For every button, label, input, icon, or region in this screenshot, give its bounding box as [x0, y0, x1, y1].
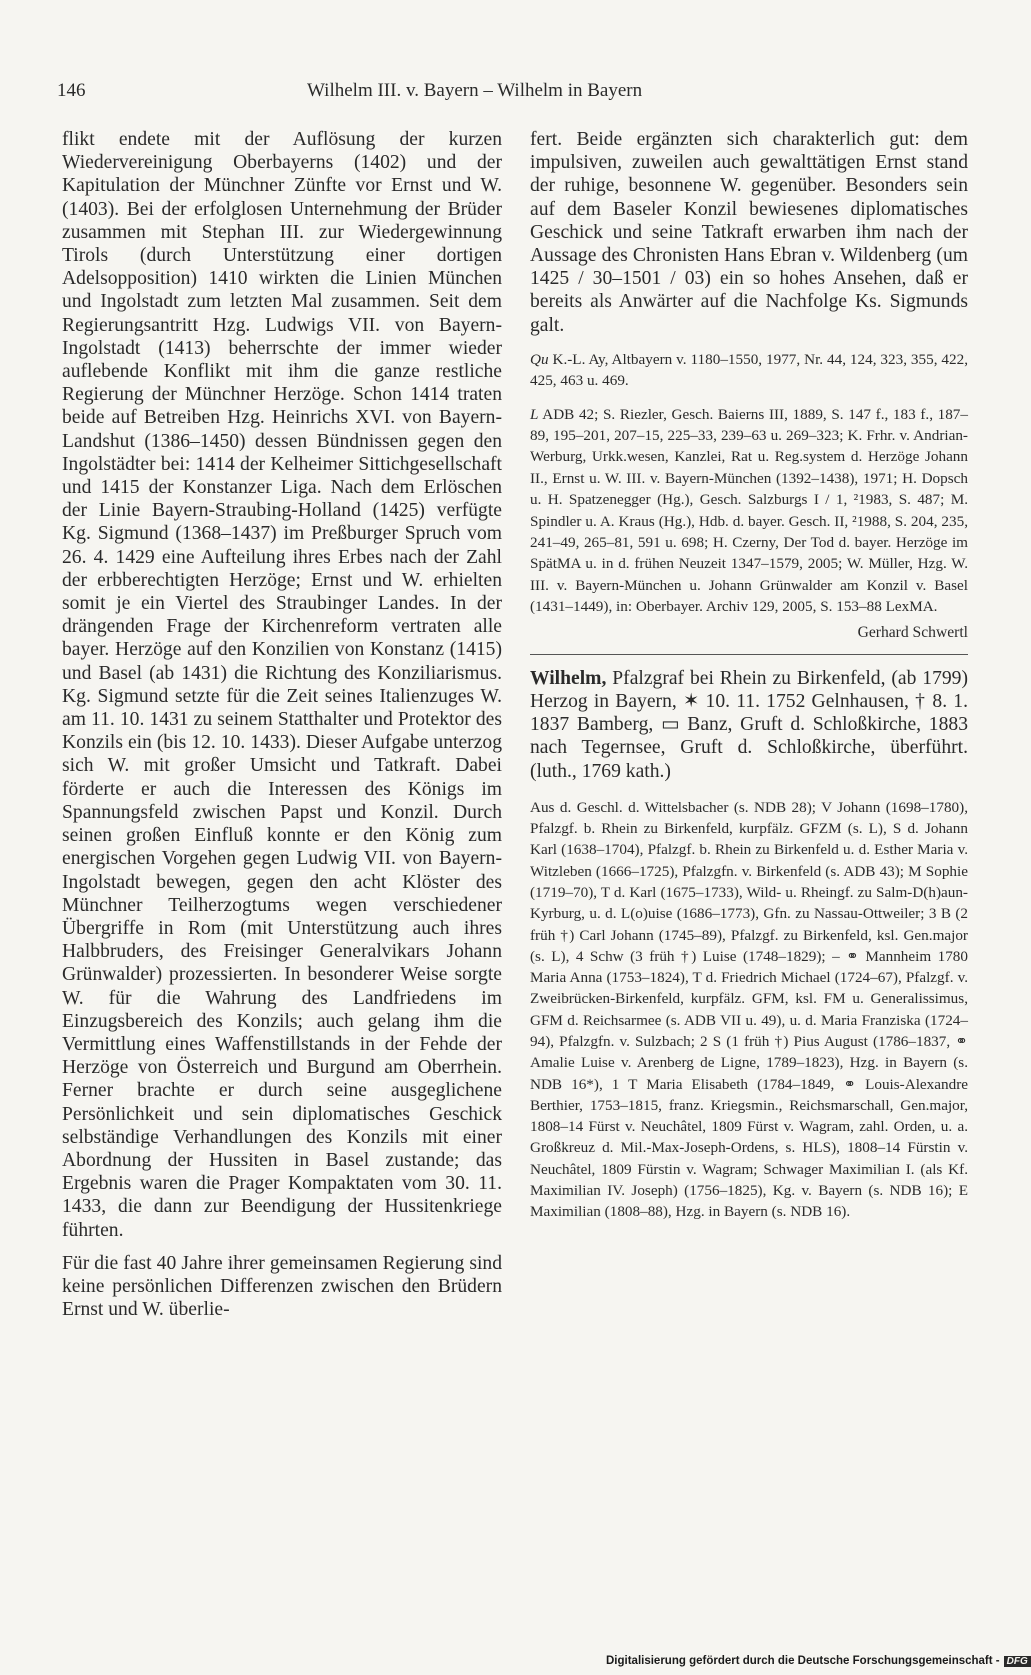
literature-text: ADB 42; S. Riezler, Gesch. Baierns III, 1889, S. 147 f., 183 f., 187–89, 195–201, 207–15, 225–33, 239–63 u. 269–323; K. Frhr. v. Andrian-Werburg, Urkk.wesen, Kanzlei, Rat u. Reg.system d. Herzöge Johann II., Ernst u. W. III. v. Bayern-München (1392–1438), 1971; H. Dopsch u. H. Spatzenegger (Hg.), Gesch. Salzburgs I / 1, ²1983, S. 487; M. Spindler u. A. Kraus (Hg.), Hdb. d. bayer. Gesch. II, ²1988, S. 204, 235, 241–49, 265–81, 591 u. 698; H. Czerny, Der Tod d. bayer. Herzöge im SpätMA u. in d. frühen Neuzeit 1347–1579, 2005; W. Müller, Hzg. W. III. v. Bayern-München u. Johann Grünwalder am Konzil v. Basel (1431–1449), in: Oberbayer. Archiv 129, 2005, S. 153–88 LexMA. — [530, 405, 968, 616]
body-paragraph: fert. Beide ergänzten sich charakterlich gut: dem impulsiven, zuweilen auch gewalttätigen Ernst stand der ruhige, besonnene W. gegenüber. Besonders sein auf dem Baseler Konzil bewiesenes diplomatisches Geschick und seine Tatkraft erwarben ihm nach der Aussage des Chronisten Hans Ebran v. Wildenberg (um 1425 / 30–1501 / 03) ein so hohes Ansehen, daß er bereits als Anwärter auf die Nachfolge Ks. Sigmunds galt. — [530, 129, 968, 336]
literature-label: L — [530, 405, 539, 423]
body-paragraph: Für die fast 40 Jahre ihrer gemeinsamen Regierung sind keine persönlichen Differenzen zwischen den Brüdern Ernst und W. überlie- — [62, 1252, 502, 1321]
literature-section — [530, 404, 968, 618]
sources-section — [530, 349, 968, 392]
running-header — [57, 80, 935, 110]
entry-heading — [530, 667, 968, 783]
left-column — [62, 128, 502, 1321]
footer-text: Digitalisierung gefördert durch die Deutsche Forschungsgemeinschaft - — [606, 1655, 1000, 1667]
author-signature: Gerhard Schwertl — [857, 623, 968, 641]
body-paragraph: flikt endete mit der Auflösung der kurzen Wiedervereinigung Oberbayerns (1402) und der Kapitulation der Münchner Zünfte vor Ernst und W. (1403). Bei der erfolglosen Unternehmung der Brüder zusammen mit Stephan III. zur Wiedergewinnung Tirols (durch Unterstützung einer dortigen Adelsopposition) 1410 wirkten die Linien München und Ingolstadt zum letzten Mal zusammen. Seit dem Regierungsantritt Hzg. Ludwigs VII. von Bayern-Ingolstadt (1413) beherrschte der immer wieder auflebende Konflikt mit ihm die ganze restliche Regierung der Münchner Herzöge. Schon 1414 traten beide auf Betreiben Hzg. Heinrichs XVI. von Bayern-Landshut (1386–1450) dessen Bündnissen gegen den Ingolstädter bei: 1414 der Kelheimer Sittichgesellschaft und 1415 der Konstanzer Liga. Nach dem Erlöschen der Linie Bayern-Straubing-Holland (1425) verfügte Kg. Sigmund (1368–1437) im Preßburger Spruch vom 26. 4. 1429 eine Aufteilung ihres Erbes nach der Zahl der erbberechtigten Herzöge; Ernst und W. erhielten somit je ein Viertel des Straubinger Landes. In der drängenden Frage der Kirchenreform vertraten alle bayer. Herzöge auf den Konzilien von Konstanz (1415) und Basel (ab 1431) die Richtung des Konziliarismus. Kg. Sigmund setzte für die Zeit seines Italienzuges W. am 11. 10. 1431 zu seinem Statthalter und Protektor des Konzils ein (bis 12. 10. 1433). Dieser Aufgabe unterzog sich W. mit großer Umsicht und Tatkraft. Dabei förderte er auch die Interessen des Königs im Spannungsfeld zwischen Papst und Konzil. Durch seinen großen Einfluß konnte er den König zum energischen Vorgehen gegen Ludwig VII. von Bayern-Ingolstadt bewegen, gegen den acht Klöster des Münchner Teilherzogtums wegen verschiedener Übergriffe in Rom (mit Unterstützung auch ihres Halbbruders, des Freisinger Generalvikars Johann Grünwalder) prozessierten. In besonderer Weise sorgte W. für die Wahrung des Landfriedens im Einzugsbereich des Konzils; auch gelang ihm die Vermittlung eines Waffenstillstands in der Fehde der Herzöge von Österreich und Burgund am Oberrhein. Ferner brachte er durch seine ausgeglichene Persönlichkeit und sein diplomatisches Geschick selbständige Verhandlungen des Konzils mit einer Abordnung der Hussiten in Basel zustande; das Ergebnis waren die Prager Kompaktaten vom 30. 11. 1433, die dann zur Beendigung der Hussitenkriege führten. — [62, 129, 502, 1241]
right-column — [530, 128, 968, 1238]
dfg-logo: DFG — [1004, 1656, 1031, 1667]
entry-intro: Pfalzgraf bei Rhein zu Birkenfeld, (ab 1799) Herzog in Bayern, ✶ 10. 11. 1752 Gelnhausen, † 8. 1. 1837 Bamberg, ▭ Banz, Gruft d. Schloßkirche, 1883 nach Tegernsee, Gruft d. Schloßkirche, überführt. (luth., 1769 kath.) — [530, 667, 968, 782]
sources-label: Qu — [530, 350, 549, 368]
entry-name: Wilhelm, — [530, 667, 607, 689]
footer-credit — [606, 1655, 1031, 1667]
running-title: Wilhelm III. v. Bayern – Wilhelm in Bayern — [307, 80, 643, 101]
genealogy-section: Aus d. Geschl. d. Wittelsbacher (s. NDB 28); V Johann (1698–1780), Pfalzgf. b. Rhein zu Birkenfeld, kurpfälz. GFZM (s. L), S d. Johann Karl (1638–1704), Pfalzgf. b. Rhein zu Birkenfeld u. d. Esther Maria v. Witzleben (1666–1725), Pfalzgfn. v. Birkenfeld (s. ADB 43); M Sophie (1719–70), T d. Karl (1675–1733), Wild- u. Rheingf. zu Salm-D(h)aun-Kyrburg, u. d. L(o)uise (1686–1773), Gfn. zu Nassau-Ottweiler; 3 B (2 früh †) Carl Johann (1745–89), Pfalzgf. zu Birkenfeld, ksl. Gen.major (s. L), 4 Schw (3 früh †) Luise (1748–1829); – ⚭ Mannheim 1780 Maria Anna (1753–1824), T d. Friedrich Michael (1724–67), Pfalzgf. v. Zweibrücken-Birkenfeld, kurpfälz. GFM, ksl. FM u. Generalissimus, GFM d. Reichsarmee (s. ADB VII u. 49), u. d. Maria Franziska (1724–94), Pfalzgfn. v. Sulzbach; 2 S (1 früh †) Pius August (1786–1837, ⚭ Amalie Luise v. Arenberg de Ligne, 1789–1823), Hzg. in Bayern (s. NDB 16*), 1 T Maria Elisabeth (1784–1849, ⚭ Louis-Alexandre Berthier, 1753–1815, franz. Kriegsmin., Reichsmarschall, Gen.major, 1808–14 Fürst v. Neuchâtel, 1809 Fürst v. Wagram, zahl. Orden, u. a. Großkreuz d. Mil.-Max-Joseph-Ordens, s. HLS), 1808–14 Fürstin v. Neuchâtel, 1809 Fürstin v. Wagram; Schwager Maximilian I. (als Kf. Maximilian IV. Joseph) (1756–1825), Kg. v. Bayern (s. NDB 16); E Maximilian (1808–88), Hzg. in Bayern (s. NDB 16). — [530, 798, 968, 1221]
page-number: 146 — [57, 80, 86, 101]
sources-text: K.-L. Ay, Altbayern v. 1180–1550, 1977, Nr. 44, 124, 323, 355, 422, 425, 463 u. 469. — [530, 350, 968, 390]
entry-divider — [530, 654, 968, 655]
